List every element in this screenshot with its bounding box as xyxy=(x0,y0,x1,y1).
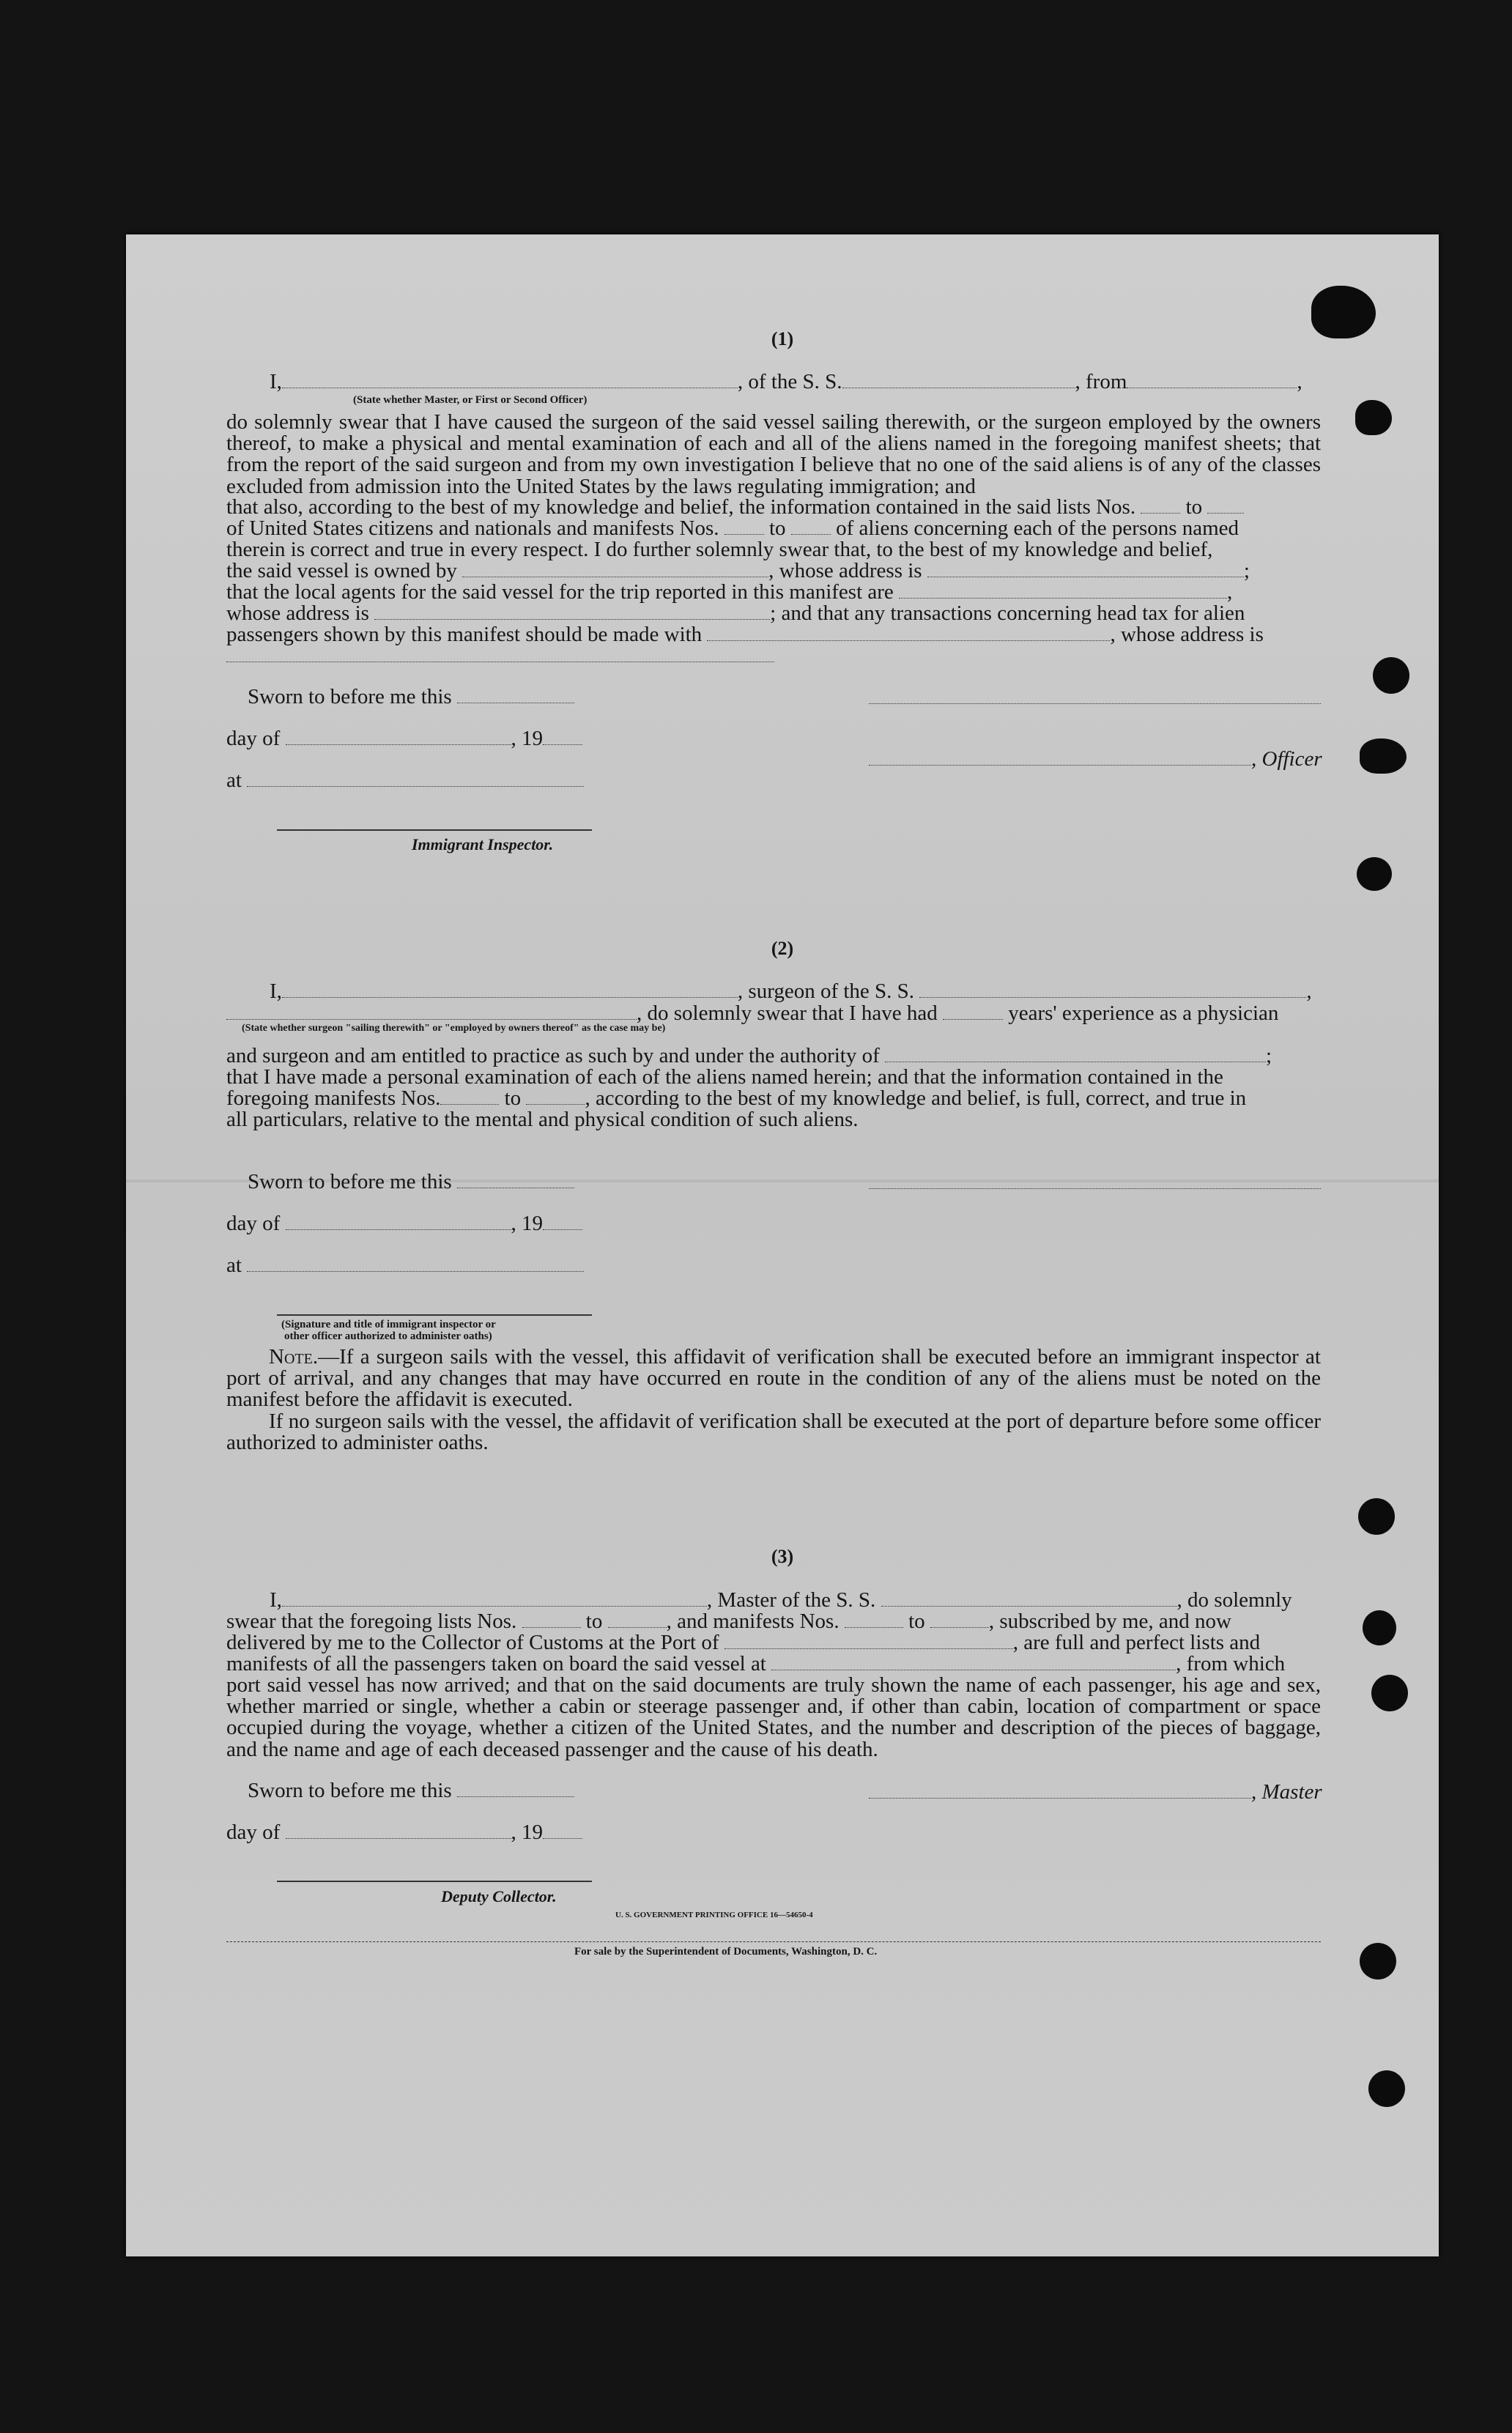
s1-paragraph: do solemnly swear that I have caused the surgeon of the said vessel sailing therewith, or the surgeon employed by the owners thereof, to make a physical and mental examination of each and all of the aliens named in the foregoing manifest sheets; that from the report of the said surgeon and from my own investigation I believe that no one of the said aliens is of any of the classes excluded from admission into the United States by the laws regulating immigration; and xyxy=(226,410,1321,498)
binder-hole xyxy=(1363,1610,1396,1645)
binder-hole xyxy=(1360,738,1407,774)
s3-sworn: Sworn to before me this xyxy=(248,1780,574,1801)
s1-officer: , Officer xyxy=(869,749,1322,770)
s3-master: , Master xyxy=(869,1782,1322,1803)
s2-sig-note-1: (Signature and title of immigrant inspector or xyxy=(281,1319,496,1330)
form-page xyxy=(126,234,1439,2256)
binder-hole xyxy=(1373,657,1409,694)
binder-hole xyxy=(1360,1943,1396,1980)
s3-line-4: manifests of all the passengers taken on board the said vessel at , from which xyxy=(226,1652,1286,1675)
s1-line-therein: therein is correct and true in every respect. I do further solemnly swear that, to the best of my knowledge and belief, xyxy=(226,538,1213,561)
s2-line-2: , do solemnly swear that I have had years' experience as a physician xyxy=(226,1003,1278,1024)
s2-note-2: If no surgeon sails with the vessel, the affidavit of verification shall be executed at the port of departure before some officer authorized to administer oaths. xyxy=(226,1410,1321,1455)
s1-officer-note: (State whether Master, or First or Second Officer) xyxy=(353,394,588,406)
section-2-number: (2) xyxy=(771,938,794,959)
s2-sworn: Sworn to before me this xyxy=(248,1171,574,1193)
s1-line-also: that also, according to the best of my knowledge and belief, the information contained in the said lists Nos. to xyxy=(226,497,1244,518)
s1-dayof: day of , 19 xyxy=(226,728,582,749)
section-1-number: (1) xyxy=(771,328,794,349)
s3-dayof: day of , 19 xyxy=(226,1822,582,1843)
s2-line-5: foregoing manifests Nos. to , according to the best of my knowledge and belief, is full, correct, and true in xyxy=(226,1086,1247,1110)
s1-line-1: I, , of the S. S. , from , xyxy=(270,370,1302,393)
ink-blot xyxy=(1355,400,1392,435)
s1-sworn: Sworn to before me this xyxy=(248,686,574,708)
s2-line-4: that I have made a personal examination of each of the aliens named herein; and that the information contained in the xyxy=(226,1065,1223,1089)
s2-sig-note-2: other officer authorized to administer oaths) xyxy=(284,1330,492,1342)
printer-imprint: U. S. GOVERNMENT PRINTING OFFICE 16—54650-4 xyxy=(615,1911,813,1919)
section-3-number: (3) xyxy=(771,1546,794,1567)
s1-line-passengers: passengers shown by this manifest should be made with , whose address is xyxy=(226,623,1264,646)
s2-line-3: and surgeon and am entitled to practice as such by and under the authority of ; xyxy=(226,1044,1272,1067)
s2-line-1: I, , surgeon of the S. S. , xyxy=(270,980,1312,1003)
s3-line-1: I, , Master of the S. S. , do solemnly xyxy=(270,1588,1292,1612)
s3-paragraph: port said vessel has now arrived; and that on the said documents are truly shown the name of each passenger, his age and sex, whether married or single, whether a cabin or steerage passenger and, if other than cabin, location of compartment or space occupied during the voyage, whether a citizen of the United States, and the number and description of the pieces of baggage, and the name and age of each deceased passenger and the cause of his death. xyxy=(226,1673,1321,1761)
s2-at: at xyxy=(226,1255,584,1276)
binder-hole xyxy=(1357,857,1392,891)
s3-deputy-label: Deputy Collector. xyxy=(441,1887,557,1906)
sale-note: For sale by the Superintendent of Documents, Washington, D. C. xyxy=(574,1946,878,1958)
binder-hole xyxy=(1368,2070,1405,2107)
s1-at: at xyxy=(226,770,584,791)
s1-line-whose: whose address is ; and that any transactions concerning head tax for alien xyxy=(226,601,1245,625)
s1-inspector-label: Immigrant Inspector. xyxy=(412,835,554,853)
s2-surgeon-note: (State whether surgeon "sailing therewith" or "employed by owners thereof" as the case may be) xyxy=(242,1023,666,1034)
s1-line-agents: that the local agents for the said vessel for the trip reported in this manifest are , xyxy=(226,580,1233,604)
s3-line-3: delivered by me to the Collector of Customs at the Port of , are full and perfect lists and xyxy=(226,1631,1261,1654)
s2-line-6: all particulars, relative to the mental and physical condition of such aliens. xyxy=(226,1108,859,1131)
s2-note: Note.—If a surgeon sails with the vessel, this affidavit of verification shall be executed before an immigrant inspector at port of arrival, and any changes that may have occurred en route in the condition of any of the aliens must be noted on the manifest before the affidavit is executed. xyxy=(226,1345,1321,1412)
s3-line-2: swear that the foregoing lists Nos. to , and manifests Nos. to , subscribed by me, and now xyxy=(226,1610,1231,1633)
binder-hole xyxy=(1371,1675,1408,1711)
s1-line-citizens: of United States citizens and nationals and manifests Nos. to of aliens concerning each of the persons named xyxy=(226,516,1239,540)
binder-hole xyxy=(1358,1498,1395,1535)
s2-dayof: day of , 19 xyxy=(226,1213,582,1234)
s1-line-owned: the said vessel is owned by , whose address is ; xyxy=(226,559,1250,582)
